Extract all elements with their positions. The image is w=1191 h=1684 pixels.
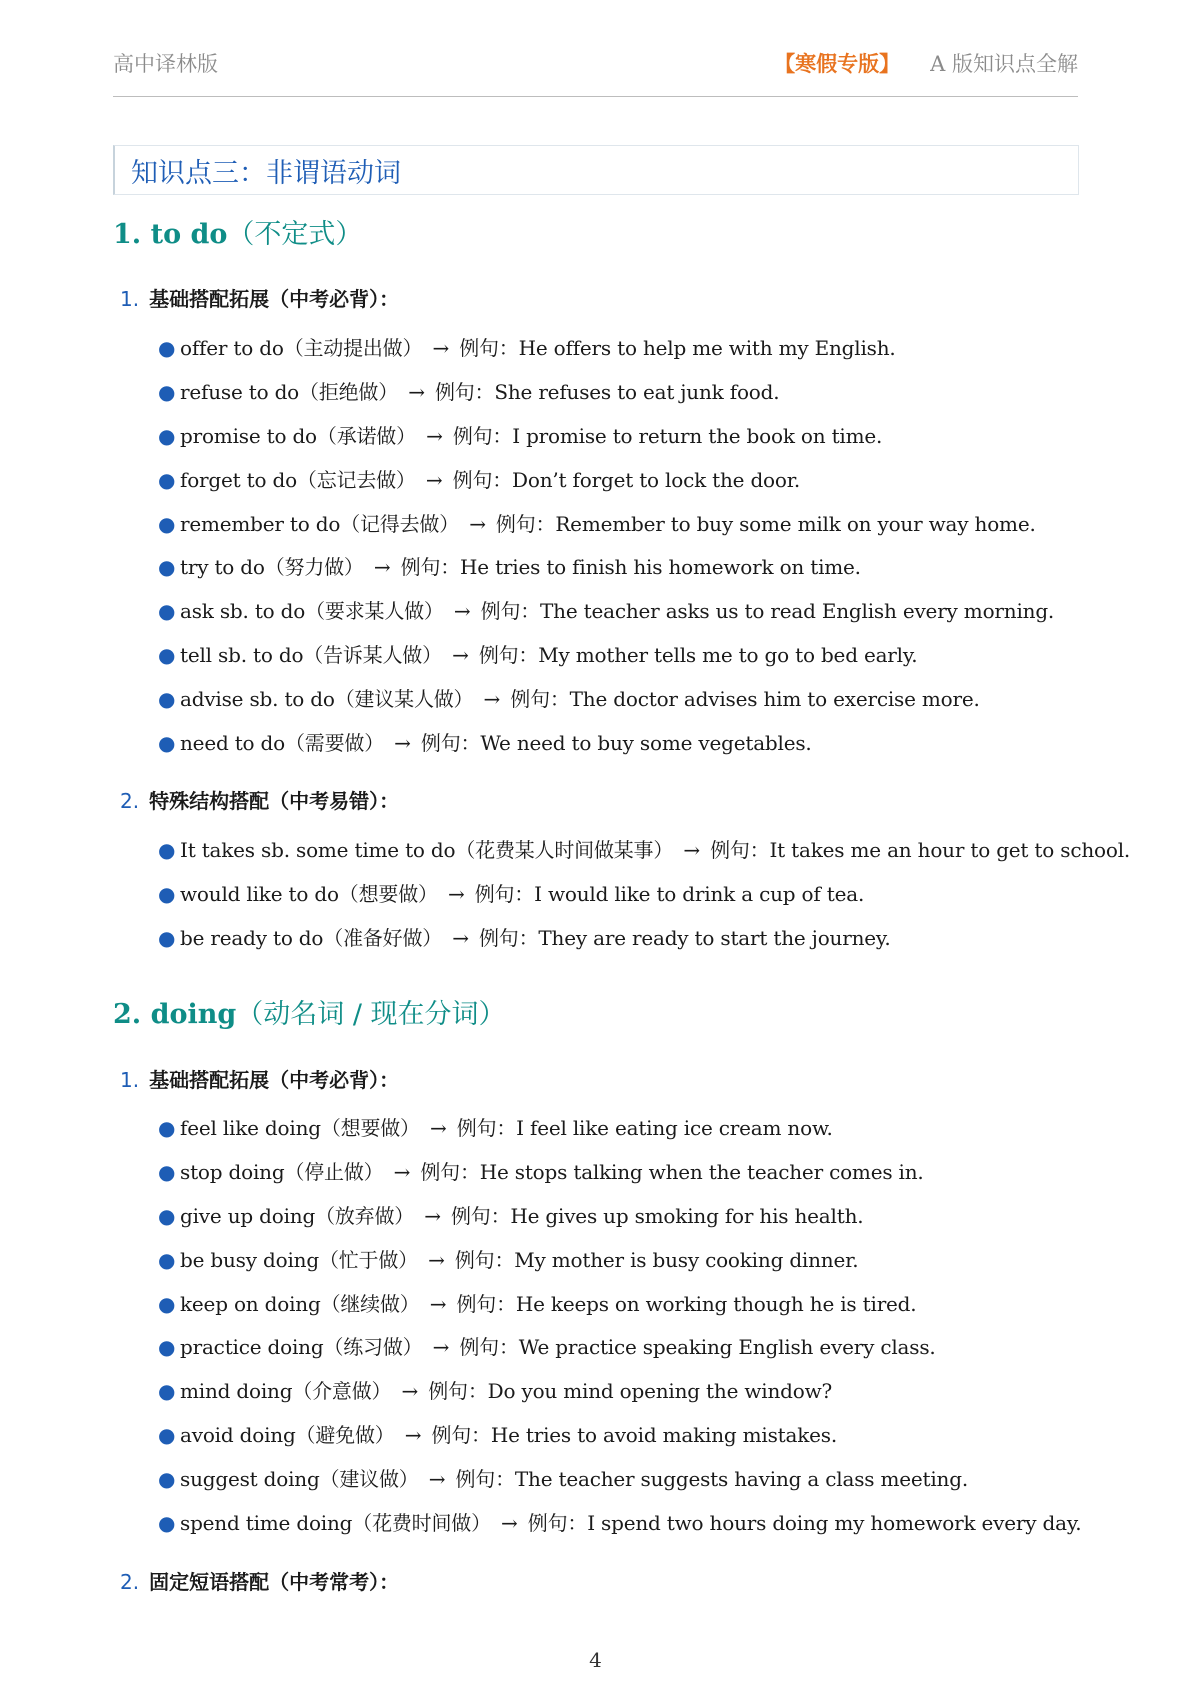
arrow-icon: → xyxy=(426,423,443,448)
bullet-icon: ● xyxy=(158,1291,176,1316)
section-heading-to-do xyxy=(113,212,362,251)
arrow-icon: → xyxy=(483,687,501,712)
list-item xyxy=(158,836,1130,880)
arrow-icon: → xyxy=(432,1335,450,1360)
example: I spend two hours doing my homework every day. xyxy=(587,1511,1082,1536)
arrow-icon: → xyxy=(447,881,465,906)
example: My mother tells me to go to bed early. xyxy=(538,643,918,668)
example: He tries to finish his homework on time. xyxy=(460,555,861,580)
arrow-icon: → xyxy=(425,467,443,492)
header-right xyxy=(774,48,1078,78)
example: The teacher suggests having a class meeting. xyxy=(514,1467,968,1492)
arrow-icon: → xyxy=(424,1203,441,1228)
list-item xyxy=(158,1421,1081,1465)
phrase: refuse to do xyxy=(180,379,300,404)
bullet-icon: ● xyxy=(158,1467,176,1492)
example: It takes me an hour to get to school. xyxy=(769,838,1131,862)
example-label: 例句： xyxy=(420,731,481,756)
phrase: remember to do xyxy=(180,511,341,536)
bullet-icon: ● xyxy=(158,1159,176,1184)
meaning: （记得去做） xyxy=(340,511,460,536)
example-label: 例句： xyxy=(480,599,541,624)
meaning: （需要做） xyxy=(285,731,384,756)
meaning: （想要做） xyxy=(320,1116,420,1140)
example-label: 例句： xyxy=(452,423,513,448)
phrase: keep on doing xyxy=(180,1291,321,1316)
phrase: promise to do xyxy=(180,423,317,448)
list-item xyxy=(158,466,1054,510)
phrase: try to do xyxy=(180,555,265,580)
example-label: 例句： xyxy=(454,1247,515,1272)
example: I would like to drink a cup of tea. xyxy=(534,881,865,906)
bullet-icon: ● xyxy=(158,555,176,580)
example: He offers to help me with my English. xyxy=(518,336,896,360)
header-book-name: 高中译林版 xyxy=(113,52,218,76)
list-item xyxy=(158,1509,1081,1553)
knowledge-point-box xyxy=(113,145,1079,195)
bullet-icon: ● xyxy=(158,838,176,862)
list-item xyxy=(158,1158,1081,1202)
meaning: （继续做） xyxy=(320,1291,420,1316)
bullet-icon: ● xyxy=(158,731,176,756)
phrase: forget to do xyxy=(180,467,297,492)
arrow-icon: → xyxy=(393,1159,411,1184)
meaning: （停止做） xyxy=(284,1159,384,1184)
arrow-icon: → xyxy=(501,1511,518,1536)
subheading-number: 1. xyxy=(120,287,140,311)
example-label: 例句： xyxy=(495,511,556,536)
section-term-cn: （动名词 / 现在分词） xyxy=(236,999,506,1030)
header-doc-title: A 版知识点全解 xyxy=(930,52,1078,76)
phrase: spend time doing xyxy=(180,1511,353,1536)
bullet-icon: ● xyxy=(158,925,176,950)
example: I feel like eating ice cream now. xyxy=(516,1116,833,1140)
arrow-icon: → xyxy=(394,731,411,756)
phrase: suggest doing xyxy=(180,1467,320,1492)
bullet-icon: ● xyxy=(158,1116,176,1140)
list-item xyxy=(158,1333,1081,1377)
arrow-icon: → xyxy=(452,643,469,668)
bullet-icon: ● xyxy=(158,336,176,360)
subheading-number: 2. xyxy=(120,1570,140,1594)
page-number: 4 xyxy=(589,1648,602,1672)
phrase: be ready to do xyxy=(180,925,324,950)
example: The doctor advises him to exercise more. xyxy=(569,687,980,712)
example: I promise to return the book on time. xyxy=(512,423,883,448)
meaning: （想要做） xyxy=(338,881,438,906)
example: We practice speaking English every class. xyxy=(518,1335,936,1360)
example: They are ready to start the journey. xyxy=(538,925,891,950)
meaning: （避免做） xyxy=(295,1423,395,1448)
example-label: 例句： xyxy=(459,336,519,360)
list-item xyxy=(158,1114,1081,1158)
arrow-icon: → xyxy=(683,838,700,862)
meaning: （准备好做） xyxy=(323,925,443,950)
meaning: （主动提出做） xyxy=(283,336,423,360)
list-item xyxy=(158,1246,1081,1290)
bullet-icon: ● xyxy=(158,1247,176,1272)
arrow-icon: → xyxy=(404,1423,422,1448)
bullet-icon: ● xyxy=(158,511,176,536)
example-label: 例句： xyxy=(474,881,535,906)
example: He gives up smoking for his health. xyxy=(510,1203,864,1228)
bullet-icon: ● xyxy=(158,599,176,624)
meaning: （努力做） xyxy=(264,555,364,580)
arrow-icon: → xyxy=(428,1467,446,1492)
arrow-icon: → xyxy=(430,1116,447,1140)
example-label: 例句： xyxy=(527,1511,588,1536)
example-label: 例句： xyxy=(478,925,539,950)
list-item xyxy=(158,510,1054,554)
example-label: 例句： xyxy=(510,687,570,712)
example: Don’t forget to lock the door. xyxy=(512,467,801,492)
example-label: 例句： xyxy=(431,1423,491,1448)
list-item xyxy=(158,729,1054,773)
meaning: （忘记去做） xyxy=(296,467,416,492)
phrase: would like to do xyxy=(180,881,339,906)
phrase: tell sb. to do xyxy=(180,643,304,668)
subheading xyxy=(120,283,399,312)
list-item xyxy=(158,1377,1081,1421)
section-term: to do xyxy=(150,219,228,250)
meaning: （放弃做） xyxy=(315,1203,415,1228)
subheading-number: 1. xyxy=(120,1068,140,1092)
list-item xyxy=(158,685,1054,729)
subheading xyxy=(120,1064,399,1093)
example-label: 例句： xyxy=(478,643,539,668)
phrase: give up doing xyxy=(180,1203,316,1228)
subheading-title: 基础搭配拓展（中考必背）： xyxy=(149,287,400,311)
example-label: 例句： xyxy=(428,1379,488,1404)
phrase: mind doing xyxy=(180,1379,293,1404)
list-item xyxy=(158,880,1130,924)
subheading-number: 2. xyxy=(120,789,140,813)
list-item xyxy=(158,422,1054,466)
example-label: 例句： xyxy=(452,467,513,492)
list-item xyxy=(158,641,1054,685)
bullet-icon: ● xyxy=(158,1203,176,1228)
phrase: practice doing xyxy=(180,1335,324,1360)
list-item xyxy=(158,334,1054,378)
page-header xyxy=(113,44,1078,97)
example-label: 例句： xyxy=(400,555,461,580)
bullet-icon: ● xyxy=(158,1335,176,1360)
bullet-icon: ● xyxy=(158,1423,176,1448)
meaning: （告诉某人做） xyxy=(303,643,442,668)
meaning: （练习做） xyxy=(323,1335,423,1360)
example-label: 例句： xyxy=(456,1291,516,1316)
meaning: （花费某人时间做某事） xyxy=(455,838,674,862)
list-item xyxy=(158,1202,1081,1246)
collocation-list xyxy=(158,836,1130,968)
example: Do you mind opening the window? xyxy=(487,1379,833,1404)
phrase: need to do xyxy=(180,731,285,756)
section-term-cn: （不定式） xyxy=(227,219,363,250)
arrow-icon: → xyxy=(401,1379,419,1404)
example-label: 例句： xyxy=(455,1467,515,1492)
example-label: 例句： xyxy=(710,838,770,862)
list-item xyxy=(158,1465,1081,1509)
arrow-icon: → xyxy=(429,1291,447,1316)
phrase: offer to do xyxy=(180,336,284,360)
section-term: doing xyxy=(150,999,237,1030)
arrow-icon: → xyxy=(453,599,471,624)
phrase: feel like doing xyxy=(180,1116,321,1140)
bullet-icon: ● xyxy=(158,423,176,448)
example: The teacher asks us to read English every morning. xyxy=(540,599,1055,624)
meaning: （建议做） xyxy=(319,1467,419,1492)
list-item xyxy=(158,1290,1081,1334)
bullet-icon: ● xyxy=(158,687,176,712)
subheading-title: 固定短语搭配（中考常考）： xyxy=(149,1570,400,1594)
example: We need to buy some vegetables. xyxy=(480,731,812,756)
section-number: 1. xyxy=(113,219,142,250)
collocation-list xyxy=(158,1114,1081,1553)
example: My mother is busy cooking dinner. xyxy=(514,1247,859,1272)
phrase: It takes sb. some time to do xyxy=(180,838,456,862)
meaning: （花费时间做） xyxy=(352,1511,491,1536)
list-item xyxy=(158,597,1054,641)
list-item xyxy=(158,378,1054,422)
subheading-title: 特殊结构搭配（中考易错）： xyxy=(149,789,400,813)
example-label: 例句： xyxy=(456,1116,517,1140)
section-heading-doing xyxy=(113,992,506,1031)
list-item xyxy=(158,924,1130,968)
list-item xyxy=(158,553,1054,597)
bullet-icon: ● xyxy=(158,467,176,492)
bullet-icon: ● xyxy=(158,1511,176,1536)
example: He stops talking when the teacher comes in. xyxy=(479,1159,924,1184)
bullet-icon: ● xyxy=(158,881,176,906)
meaning: （拒绝做） xyxy=(299,379,399,404)
phrase: be busy doing xyxy=(180,1247,319,1272)
example: He keeps on working though he is tired. xyxy=(515,1291,917,1316)
subheading xyxy=(120,1566,399,1595)
section-number: 2. xyxy=(113,999,142,1030)
header-edition-tag: 【寒假专版】 xyxy=(774,51,901,76)
example: Remember to buy some milk on your way home. xyxy=(555,511,1036,536)
phrase: stop doing xyxy=(180,1159,285,1184)
arrow-icon: → xyxy=(408,379,425,404)
example: She refuses to eat junk food. xyxy=(494,379,780,404)
collocation-list xyxy=(158,334,1054,773)
meaning: （要求某人做） xyxy=(305,599,444,624)
example-label: 例句： xyxy=(450,1203,511,1228)
knowledge-point-title: 知识点三：非谓语动词 xyxy=(131,157,401,189)
arrow-icon: → xyxy=(373,555,391,580)
meaning: （承诺做） xyxy=(316,423,416,448)
bullet-icon: ● xyxy=(158,379,176,404)
bullet-icon: ● xyxy=(158,643,176,668)
example: He tries to avoid making mistakes. xyxy=(490,1423,838,1448)
phrase: avoid doing xyxy=(180,1423,296,1448)
meaning: （介意做） xyxy=(292,1379,392,1404)
arrow-icon: → xyxy=(452,925,469,950)
arrow-icon: → xyxy=(432,336,450,360)
example-label: 例句： xyxy=(459,1335,519,1360)
arrow-icon: → xyxy=(428,1247,445,1272)
subheading-title: 基础搭配拓展（中考必背）： xyxy=(149,1068,400,1092)
subheading xyxy=(120,785,399,814)
meaning: （建议某人做） xyxy=(334,687,474,712)
phrase: ask sb. to do xyxy=(180,599,306,624)
example-label: 例句： xyxy=(420,1159,480,1184)
bullet-icon: ● xyxy=(158,1379,176,1404)
arrow-icon: → xyxy=(469,511,486,536)
meaning: （忙于做） xyxy=(318,1247,418,1272)
phrase: advise sb. to do xyxy=(180,687,335,712)
example-label: 例句： xyxy=(434,379,495,404)
